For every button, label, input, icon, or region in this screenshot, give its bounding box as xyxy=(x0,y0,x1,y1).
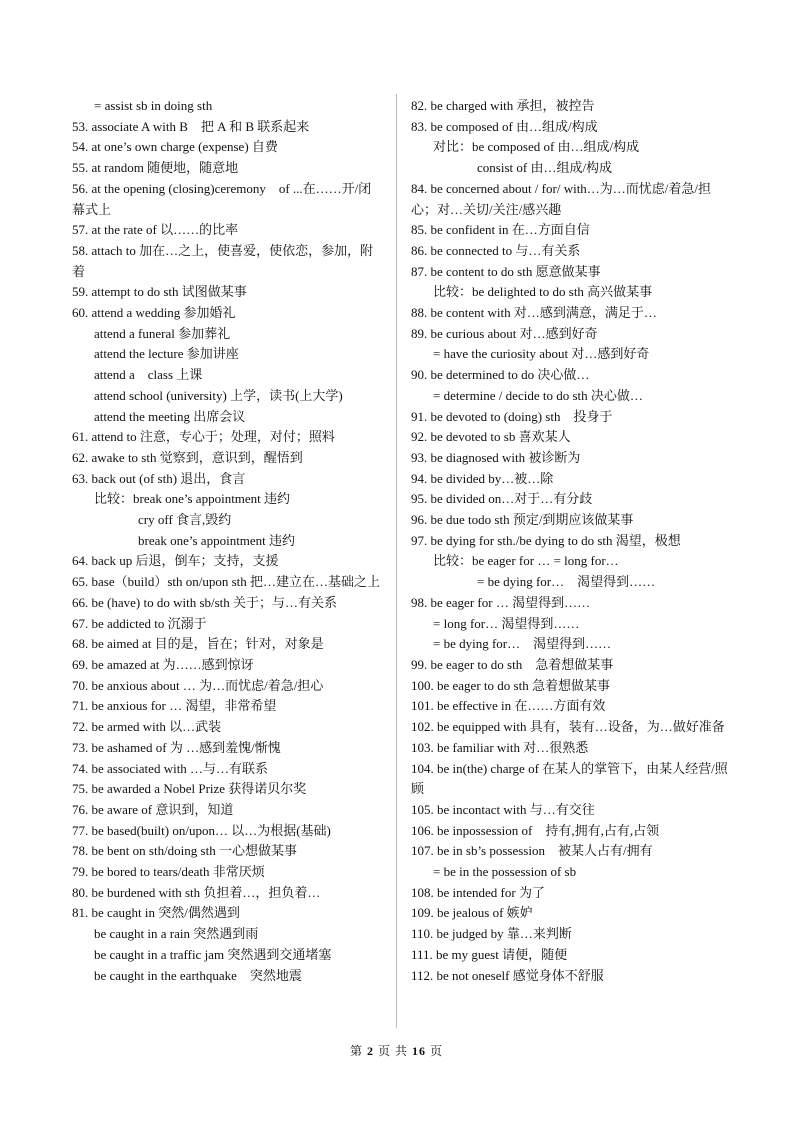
phrase-line: = be dying for… 渴望得到…… xyxy=(477,574,656,590)
phrase-line: 107. be in sb’s possession 被某人占有/拥有 xyxy=(411,843,653,859)
phrase-line: 72. be armed with 以…武装 xyxy=(72,719,222,735)
phrase-line: 54. at one’s own charge (expense) 自费 xyxy=(72,139,278,155)
phrase-line: = be in the possession of sb xyxy=(433,864,577,880)
phrase-line: 53. associate A with B 把 A 和 B 联系起来 xyxy=(72,118,310,134)
phrase-line: 62. awake to sth 觉察到，意识到，醒悟到 xyxy=(72,449,303,465)
phrase-line: 102. be equipped with 具有，装有…设备，为…做好准备 xyxy=(411,719,725,735)
phrase-line: 66. be (have) to do with sb/sth 关于；与…有关系 xyxy=(72,594,338,610)
phrase-line: 70. be anxious about … 为…而忧虑/着急/担心 xyxy=(72,677,324,693)
phrase-line: 67. be addicted to 沉溺于 xyxy=(72,615,207,631)
phrase-line: = long for… 渴望得到…… xyxy=(433,615,580,631)
phrase-line: 101. be effective in 在……方面有效 xyxy=(411,698,606,714)
phrase-line: 88. be content with 对…感到满意，满足于… xyxy=(411,305,657,321)
phrase-line: attend the lecture 参加讲座 xyxy=(94,346,239,362)
phrase-line: 90. be determined to do 决心做… xyxy=(411,367,590,383)
phrase-line: 95. be divided on…对于…有分歧 xyxy=(411,491,593,507)
phrase-line: 86. be connected to 与…有关系 xyxy=(411,242,581,258)
phrase-line: 99. be eager to do sth 急着想做某事 xyxy=(411,656,614,672)
phrase-line: 78. be bent on sth/doing sth 一心想做某事 xyxy=(72,843,297,859)
phrase-line: 104. be in(the) charge of 在某人的掌管下，由某人经营/照顾 xyxy=(411,760,728,797)
phrase-line: 106. be inpossession of 持有,拥有,占有,占领 xyxy=(411,822,660,838)
phrase-line: = have the curiosity about 对…感到好奇 xyxy=(433,346,650,362)
phrase-line: 68. be aimed at 目的是，旨在；针对，对象是 xyxy=(72,636,324,652)
phrase-line: 58. attach to 加在…之上，使喜爱，使依恋，参加，附着 xyxy=(72,242,374,279)
phrase-line: 112. be not oneself 感觉身体不舒服 xyxy=(411,967,604,983)
phrase-line: 91. be devoted to (doing) sth 投身于 xyxy=(411,408,613,424)
phrase-line: break one’s appointment 违约 xyxy=(138,532,296,548)
phrase-line: attend the meeting 出席会议 xyxy=(94,408,246,424)
footer-prefix: 第 xyxy=(349,1044,363,1058)
phrase-line: 73. be ashamed of 为 …感到羞愧/惭愧 xyxy=(72,739,281,755)
phrase-line: 80. be burdened with sth 负担着…，担负着… xyxy=(72,884,321,900)
phrase-line: 74. be associated with …与…有联系 xyxy=(72,760,269,776)
phrase-line: attend a funeral 参加葬礼 xyxy=(94,325,231,341)
footer-suffix: 页 xyxy=(430,1044,444,1058)
phrase-line: consist of 由…组成/构成 xyxy=(477,160,613,176)
phrase-line: cry off 食言,毁约 xyxy=(138,512,232,528)
footer-total-pages: 16 xyxy=(412,1044,426,1058)
left-column xyxy=(72,96,384,986)
phrase-line: 比较：break one’s appointment 违约 xyxy=(94,491,291,507)
phrase-line: 55. at random 随便地，随意地 xyxy=(72,160,239,176)
phrase-line: be caught in the earthquake 突然地震 xyxy=(94,967,302,983)
phrase-line: 69. be amazed at 为……感到惊讶 xyxy=(72,656,254,672)
phrase-line: be caught in a rain 突然遇到雨 xyxy=(94,926,259,942)
phrase-line: 65. base（build）sth on/upon sth 把…建立在…基础之上 xyxy=(72,574,381,590)
phrase-line: 111. be my guest 请便，随便 xyxy=(411,946,568,962)
phrase-line: 109. be jealous of 嫉妒 xyxy=(411,905,533,921)
phrase-line: 71. be anxious for … 渴望，非常希望 xyxy=(72,698,277,714)
phrase-line: 94. be divided by…被…除 xyxy=(411,470,554,486)
phrase-line: 110. be judged by 靠…来判断 xyxy=(411,926,572,942)
phrase-line: 100. be eager to do sth 急着想做某事 xyxy=(411,677,610,693)
phrase-line: 98. be eager for … 渴望得到…… xyxy=(411,594,591,610)
page-footer xyxy=(0,1042,793,1059)
phrase-line: = assist sb in doing sth xyxy=(94,98,213,113)
phrase-line: 89. be curious about 对…感到好奇 xyxy=(411,325,598,341)
phrase-line: 108. be intended for 为了 xyxy=(411,884,545,900)
phrase-line: 83. be composed of 由…组成/构成 xyxy=(411,118,598,134)
column-divider xyxy=(396,94,397,1028)
phrase-line: 82. be charged with 承担，被控告 xyxy=(411,98,595,113)
phrase-line: 60. attend a wedding 参加婚礼 xyxy=(72,305,236,321)
phrase-line: 63. back out (of sth) 退出，食言 xyxy=(72,470,246,486)
footer-middle: 页 共 xyxy=(377,1044,408,1058)
phrase-line: attend school (university) 上学，读书(上大学) xyxy=(94,387,343,403)
phrase-line: = be dying for… 渴望得到…… xyxy=(433,636,612,652)
phrase-line: 比较：be eager for … = long for… xyxy=(433,553,619,569)
phrase-line: 92. be devoted to sb 喜欢某人 xyxy=(411,429,571,445)
phrase-line: 59. attempt to do sth 试图做某事 xyxy=(72,284,247,300)
phrase-line: 87. be content to do sth 愿意做某事 xyxy=(411,263,601,279)
phrase-line: 57. at the rate of 以……的比率 xyxy=(72,222,239,238)
phrase-line: attend a class 上课 xyxy=(94,367,203,383)
phrase-line: 76. be aware of 意识到，知道 xyxy=(72,801,234,817)
phrase-line: 81. be caught in 突然/偶然遇到 xyxy=(72,905,240,921)
phrase-line: 75. be awarded a Nobel Prize 获得诺贝尔奖 xyxy=(72,781,307,797)
phrase-line: 64. back up 后退，倒车；支持，支援 xyxy=(72,553,279,569)
phrase-line: = determine / decide to do sth 决心做… xyxy=(433,387,643,403)
phrase-line: 84. be concerned about / for/ with…为…而忧虑/着急/担心；对…关切/关注/感兴趣 xyxy=(411,180,712,217)
phrase-line: 79. be bored to tears/death 非常厌烦 xyxy=(72,864,265,880)
phrase-line: 61. attend to 注意，专心于；处理，对付；照料 xyxy=(72,429,335,445)
phrase-line: 103. be familiar with 对…很熟悉 xyxy=(411,739,589,755)
phrase-line: 对比：be composed of 由…组成/构成 xyxy=(433,139,640,155)
phrase-line: 比较：be delighted to do sth 高兴做某事 xyxy=(433,284,653,300)
right-column xyxy=(411,96,731,986)
phrase-line: 105. be incontact with 与…有交往 xyxy=(411,801,595,817)
phrase-line: be caught in a traffic jam 突然遇到交通堵塞 xyxy=(94,946,332,962)
phrase-line: 56. at the opening (closing)ceremony of ...在……开/闭幕式上 xyxy=(72,180,372,217)
footer-page-number: 2 xyxy=(366,1044,374,1058)
phrase-line: 77. be based(built) on/upon… 以…为根据(基础) xyxy=(72,822,331,838)
phrase-line: 93. be diagnosed with 被诊断为 xyxy=(411,449,581,465)
phrase-line: 85. be confident in 在…方面自信 xyxy=(411,222,590,238)
phrase-line: 97. be dying for sth./be dying to do sth 渴望，极想 xyxy=(411,532,681,548)
phrase-line: 96. be due todo sth 预定/到期应该做某事 xyxy=(411,512,634,528)
